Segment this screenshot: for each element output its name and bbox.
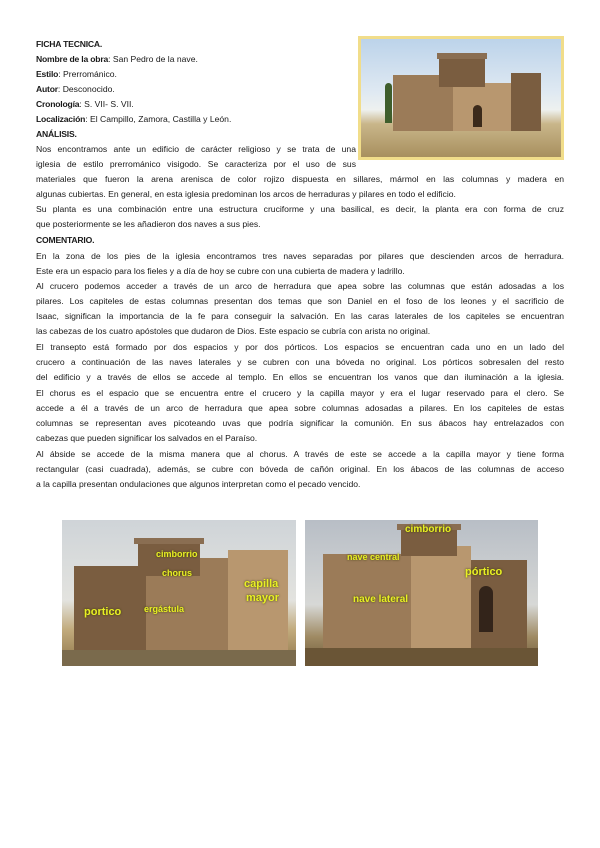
comment-line: El chorus es el espacio que se encuentra entre el crucero y la capilla mayor y era el lugar reservado para el clero. Se [36,388,564,398]
comment-line: las cabezas de los cuatro apóstoles que dudaron de Dios. Este espacio se cubría con arista no original. [36,326,431,336]
label-portico: portico [84,606,122,618]
comment-line: En la zona de los pies de la iglesia encontramos tres naves separadas por pilares que descienden arcos de herradura. [36,251,564,261]
ficha-author-value: : Desconocido. [57,84,115,94]
church-door [473,105,482,127]
ground [62,650,296,666]
comment-line: El transepto está formado por dos espacios y por dos pórticos. Los espacios se encuentran cada uno en un lado del [36,342,564,352]
label-nave-lateral: nave lateral [353,594,409,605]
ficha-title: FICHA TECNICA. [36,39,103,49]
comment-line: accede a él a través de un arco de herradura que apea sobre columnas adosadas a pilares. En los capiteles de estas [36,403,564,413]
analysis-line: algunas cubiertas. En general, en esta iglesia predominan los arcos de herraduras y pilares en todo el edificio. [36,189,456,199]
label-mayor: mayor [246,592,280,604]
label-portico: pórtico [465,566,503,578]
label-chorus: chorus [162,568,193,578]
label-cimborrio: cimborrio [405,524,452,535]
analysis-line: materiales que fueron la arena arenisca de color rojizo dispuesta en sillares, mármol en las columnas y madera en [36,174,564,184]
label-capilla: capilla [244,578,279,590]
ficha-name-label: Nombre de la obra [36,54,109,64]
ficha-chrono-value: : S. VII- S. VII. [79,99,134,109]
comment-line: crucero a continuación de las naves laterales y se cubren con una bóveda no original. Los pórticos sobresalen del resto [36,357,564,367]
ficha-chrono-label: Cronología [36,99,80,109]
ficha-location-row [36,112,231,127]
comment-line: Este era un espacio para los fieles y a día de hoy se cubre con una cubierta de madera y ladrillo. [36,266,405,276]
analysis-line: iglesia de estilo prerrománico visigodo. Se caracteriza por el uso de sus [36,159,356,169]
church-photo-right [305,520,538,666]
comment-line: Al ábside se accede de la misma manera que al chorus. A través de este se accede a la capilla mayor y tiene forma [36,449,564,459]
analysis-line: que posteriormente se les añadieron dos naves a sus pies. [36,219,261,229]
ficha-location-value: : El Campillo, Zamora, Castilla y León. [85,114,232,124]
comment-line: columnas se representan aves picoteando uvas que podría significar la comunión. En sus ábacos hay entrelazados con [36,418,564,428]
church-apse [511,73,541,131]
analysis-heading: ANÁLISIS. [36,129,77,139]
ficha-name-value: : San Pedro de la nave. [108,54,198,64]
ficha-author-row [36,82,115,97]
ficha-location-label: Localización [36,114,86,124]
church-photo-top [358,36,564,160]
church-wall-right [228,550,288,662]
ficha-style-row [36,67,117,82]
comment-line: a la capilla presentan ondulaciones que algunos interpretan como el pecado vencido. [36,479,361,489]
ground [305,648,538,666]
comment-line: del edificio y a través de ellos se accede al templo. En ellos se encuentran los vanos que dan iluminación a la iglesia. [36,372,564,382]
comment-heading: COMENTARIO. [36,235,95,245]
ficha-chrono-row [36,97,134,112]
ficha-style-value: : Prerrománico. [58,69,117,79]
label-ergastula: ergástula [144,604,185,614]
comment-line: pilares. Los capiteles de estas columnas presentan dos temas que son Daniel en el foso de los leones y el sacrificio de [36,296,564,306]
ficha-author-label: Autor [36,84,58,94]
church-photo-left [62,520,296,666]
ficha-style-label: Estilo [36,69,59,79]
ficha-name-row [36,52,198,67]
tree-shape [385,83,392,123]
analysis-line: Nos encontramos ante un edificio de carácter religioso y se trata de una [36,144,356,154]
comment-line: Isaac, significan la importancia de la fe para conseguir la salvación. En las caras laterales de los capiteles se encuentran [36,311,564,321]
analysis-line: Su planta es una combinación entre una estructura cruciforme y una basilical, es decir, la planta era con forma de cruz [36,204,564,214]
church-wall-center [411,546,471,652]
church-roof [134,538,204,544]
label-cimborrio: cimborrio [156,549,198,559]
church-tower [439,57,485,87]
label-nave-central: nave central [347,552,400,562]
comment-line: cabezas que pueden significar los salvados en el Paraíso. [36,433,258,443]
church-roof [437,53,487,59]
church-door [479,586,493,632]
comment-line: rectangular (casi cuadrada), además, se cubre con bóveda de cañón original. En los ábacos de las columnas de acceso [36,464,564,474]
comment-line: Al crucero podemos acceder a través de un arco de herradura que apea sobre las columnas que están adosadas a los [36,281,564,291]
